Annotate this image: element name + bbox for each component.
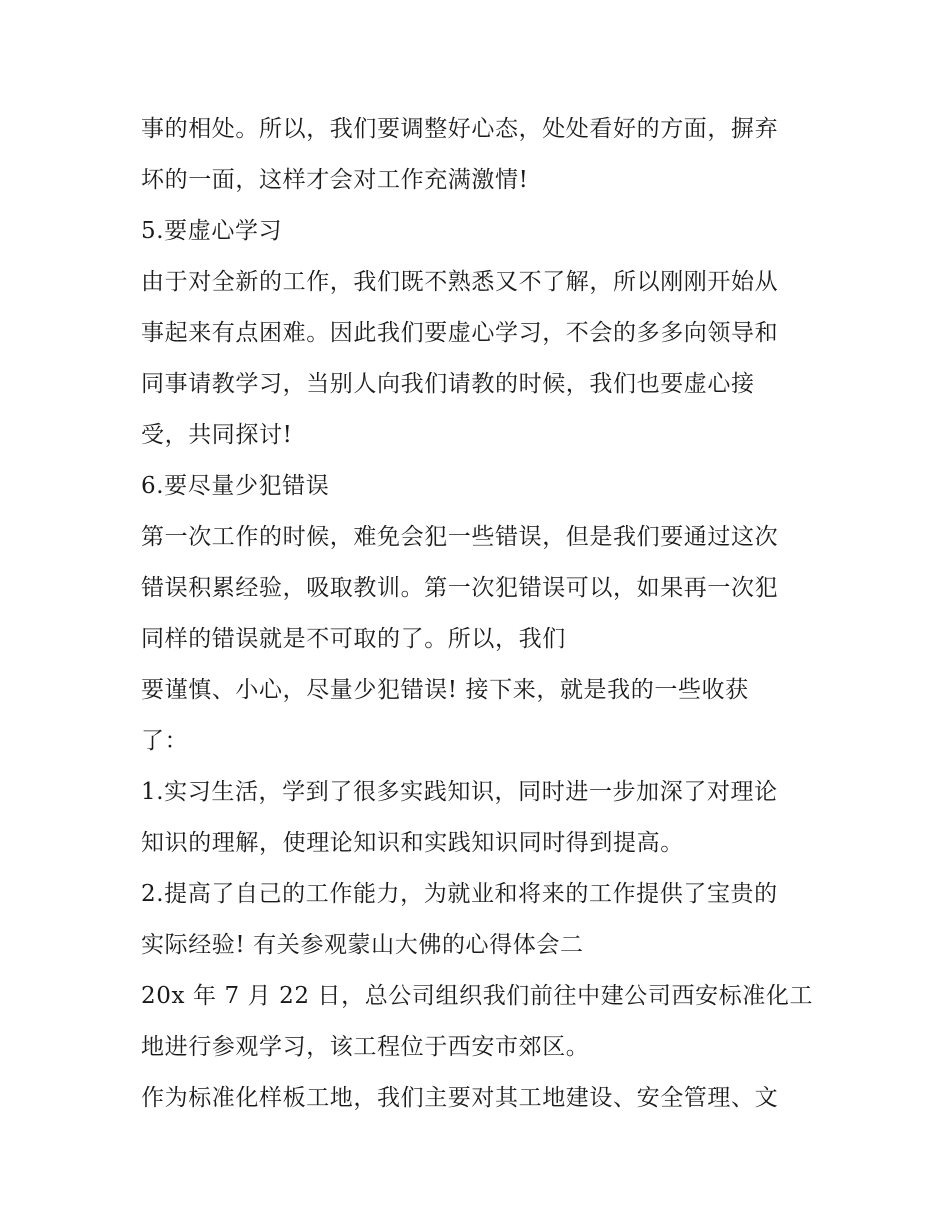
section-heading: 6.要尽量少犯错误 (141, 473, 330, 499)
paragraph-line: 由于对全新的工作，我们既不熟悉又不了解，所以刚刚开始从 (141, 269, 779, 295)
paragraph-line: 错误积累经验，吸取教训。第一次犯错误可以，如果再一次犯 (141, 575, 779, 601)
paragraph-line: 同事请教学习，当别人向我们请教的时候，我们也要虚心接 (141, 371, 755, 397)
paragraph-line: 20x 年 7 月 22 日，总公司组织我们前往中建公司西安标准化工 (141, 983, 814, 1009)
paragraph-line: 要谨慎、小心，尽量少犯错误! 接下来，就是我的一些收获 (141, 677, 749, 703)
list-item-line: 实际经验! 有关参观蒙山大佛的心得体会二 (141, 932, 584, 958)
paragraph-line: 第一次工作的时候，难免会犯一些错误，但是我们要通过这次 (141, 524, 779, 550)
paragraph-line: 作为标准化样板工地，我们主要对其工地建设、安全管理、文 (141, 1085, 779, 1111)
list-item-line: 知识的理解，使理论知识和实践知识同时得到提高。 (141, 830, 684, 856)
paragraph-line: 了： (141, 728, 189, 754)
section-heading: 5.要虚心学习 (141, 218, 283, 244)
paragraph-line: 地进行参观学习，该工程位于西安市郊区。 (141, 1034, 590, 1060)
list-item-line: 2.提高了自己的工作能力，为就业和将来的工作提供了宝贵的 (141, 881, 778, 907)
paragraph-line: 同样的错误就是不可取的了。所以，我们 (141, 626, 566, 652)
paragraph-line: 事的相处。所以，我们要调整好心态，处处看好的方面，摒弃 (141, 116, 779, 142)
list-item-line: 1.实习生活，学到了很多实践知识，同时进一步加深了对理论 (141, 779, 778, 805)
paragraph-line: 事起来有点困难。因此我们要虚心学习，不会的多多向领导和 (141, 320, 779, 346)
paragraph-line: 坏的一面，这样才会对工作充满激情! (141, 167, 529, 193)
paragraph-line: 受，共同探讨! (141, 422, 293, 448)
